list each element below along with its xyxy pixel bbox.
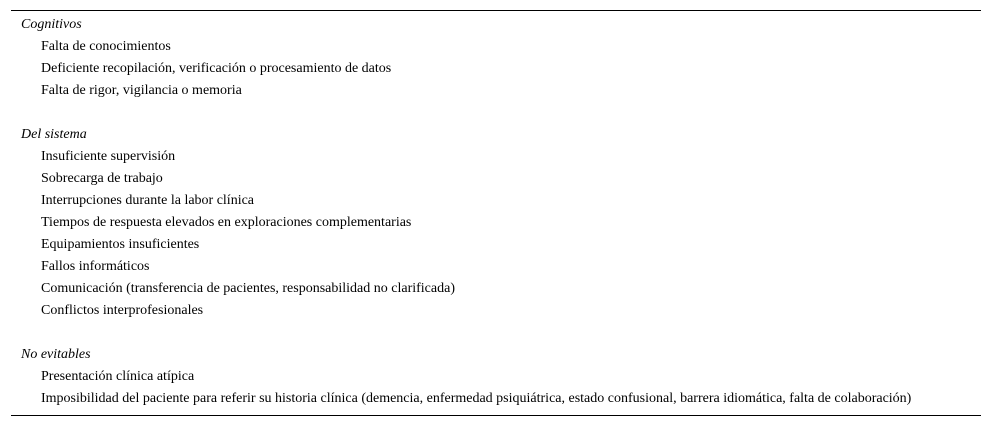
- list-item: Falta de rigor, vigilancia o memoria: [41, 83, 242, 98]
- list-item: Imposibilidad del paciente para referir su historia clínica (demencia, enfermedad psiquiátrica, estado confusional, barrera idiomática, falta de colaboración): [41, 391, 912, 406]
- list-item: Interrupciones durante la labor clínica: [41, 193, 255, 208]
- category-heading: Del sistema: [21, 127, 87, 142]
- group-spacer: [11, 322, 981, 344]
- list-item: Insuficiente supervisión: [41, 149, 176, 164]
- list-item: Comunicación (transferencia de pacientes, responsabilidad no clarificada): [41, 281, 455, 296]
- category-heading: No evitables: [21, 347, 91, 362]
- group-spacer: [11, 102, 981, 124]
- list-item: Fallos informáticos: [41, 259, 150, 274]
- list-item: Sobrecarga de trabajo: [41, 171, 163, 186]
- list-item: Presentación clínica atípica: [41, 369, 195, 384]
- category-heading: Cognitivos: [21, 17, 82, 32]
- list-item: Falta de conocimientos: [41, 39, 171, 54]
- list-item: Conflictos interprofesionales: [41, 303, 204, 318]
- causes-table: [11, 10, 981, 416]
- list-item: Tiempos de respuesta elevados en exploraciones complementarias: [41, 215, 412, 230]
- list-item: Deficiente recopilación, verificación o procesamiento de datos: [41, 61, 392, 76]
- list-item: Equipamientos insuficientes: [41, 237, 200, 252]
